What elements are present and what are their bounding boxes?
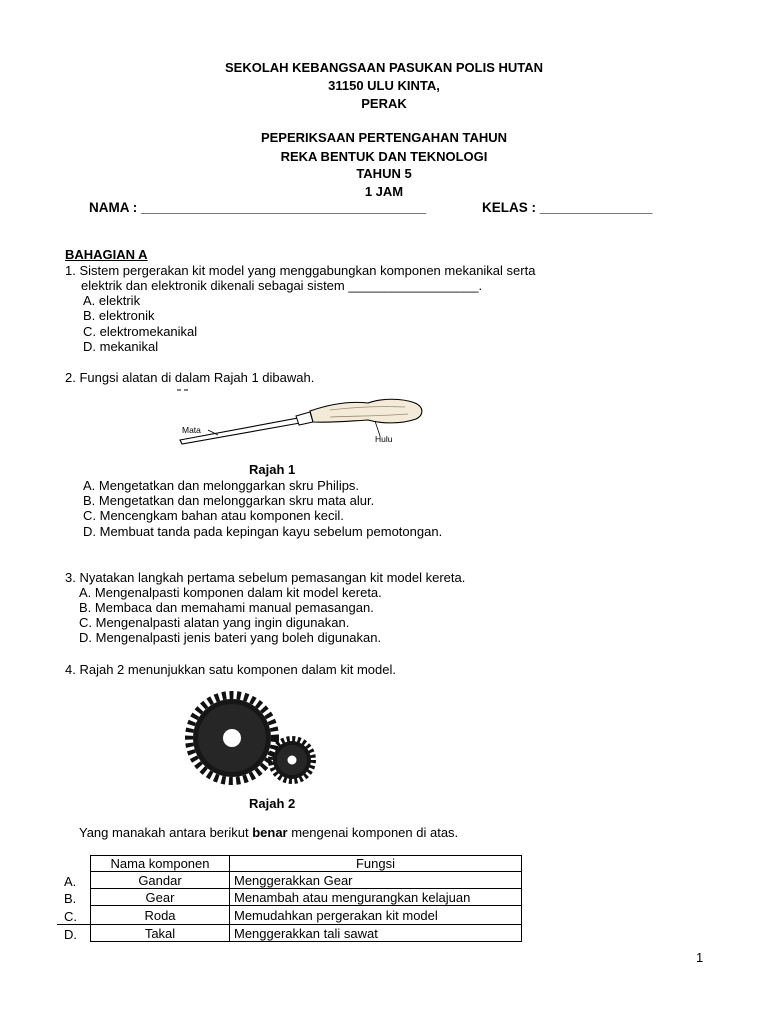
row-divider (57, 924, 90, 925)
q1-option-d: D. mekanikal (83, 339, 159, 354)
component-function: Menggerakkan tali sawat (230, 925, 522, 942)
q1-option-a: A. elektrik (83, 293, 141, 308)
table-row (91, 872, 522, 889)
subject-title: REKA BENTUK DAN TEKNOLOGI (280, 149, 488, 164)
q2-option-d: D. Membuat tanda pada kepingan kayu sebelum pemotongan. (83, 524, 443, 539)
q1-text-line2: elektrik dan elektronik dikenali sebagai sistem __________________. (81, 278, 483, 293)
component-name: Roda (91, 906, 230, 925)
q1-option-c: C. elektromekanikal (83, 324, 198, 339)
q3-option-d: D. Mengenalpasti jenis bateri yang boleh digunakan. (79, 630, 382, 645)
q2-option-a: A. Mengetatkan dan melonggarkan skru Philips. (83, 478, 360, 493)
row-letter-c: C. (64, 909, 77, 924)
class-field[interactable]: KELAS : _______________ (482, 200, 653, 215)
exam-title: PEPERIKSAAN PERTENGAHAN TAHUN (260, 130, 508, 145)
q4-prompt-emphasis: benar (252, 825, 288, 840)
school-state: PERAK (361, 96, 407, 111)
q3-option-a: A. Mengenalpasti komponen dalam kit model kereta. (79, 585, 382, 600)
component-name: Gear (91, 889, 230, 906)
table-header-row (91, 856, 522, 872)
year-title: TAHUN 5 (356, 166, 412, 181)
section-title: BAHAGIAN A (65, 247, 148, 262)
component-table (90, 855, 522, 942)
gears-figure (183, 691, 323, 786)
component-name: Takal (91, 925, 230, 942)
q1-text-line1: 1. Sistem pergerakan kit model yang menggabungkan komponen mekanikal serta (65, 263, 536, 278)
q1-option-b: B. elektronik (83, 308, 155, 323)
row-letter-d: D. (64, 927, 77, 942)
q4-text: 4. Rajah 2 menunjukkan satu komponen dalam kit model. (65, 662, 396, 677)
component-function: Menambah atau mengurangkan kelajuan (230, 889, 522, 906)
school-address: 31150 ULU KINTA, (328, 78, 440, 93)
header-function: Fungsi (230, 856, 522, 872)
header-name: Nama komponen (91, 856, 230, 872)
component-name: Gandar (91, 872, 230, 889)
table-row (91, 906, 522, 925)
row-letter-a: A. (64, 874, 77, 889)
table-row (91, 889, 522, 906)
gear-icon (189, 695, 313, 781)
q3-option-c: C. Mengenalpasti alatan yang ingin digunakan. (79, 615, 350, 630)
q2-text: 2. Fungsi alatan di dalam Rajah 1 dibawah. (65, 370, 315, 385)
rajah-1-caption: Rajah 1 (249, 462, 296, 477)
q3-option-b: B. Membaca dan memahami manual pemasangan. (79, 600, 374, 615)
name-field[interactable]: NAMA : ______________________________________ (89, 200, 427, 215)
duration-title: 1 JAM (364, 184, 404, 199)
label-hulu: Hulu (375, 434, 393, 444)
school-name: SEKOLAH KEBANGSAAN PASUKAN POLIS HUTAN (224, 60, 544, 75)
component-function: Memudahkan pergerakan kit model (230, 906, 522, 925)
page-number: 1 (696, 950, 704, 965)
q2-option-c: C. Mencengkam bahan atau komponen kecil. (83, 508, 344, 523)
q3-text: 3. Nyatakan langkah pertama sebelum pemasangan kit model kereta. (65, 570, 466, 585)
component-function: Menggerakkan Gear (230, 872, 522, 889)
table-row (91, 925, 522, 942)
screwdriver-figure (170, 388, 430, 458)
q2-option-b: B. Mengetatkan dan melonggarkan skru mata alur. (83, 493, 375, 508)
q4-prompt: Yang manakah antara berikut benar mengenai komponen di atas. (79, 825, 459, 840)
rajah-2-caption: Rajah 2 (249, 796, 296, 811)
label-mata: Mata (182, 425, 201, 435)
row-letter-b: B. (64, 891, 77, 906)
